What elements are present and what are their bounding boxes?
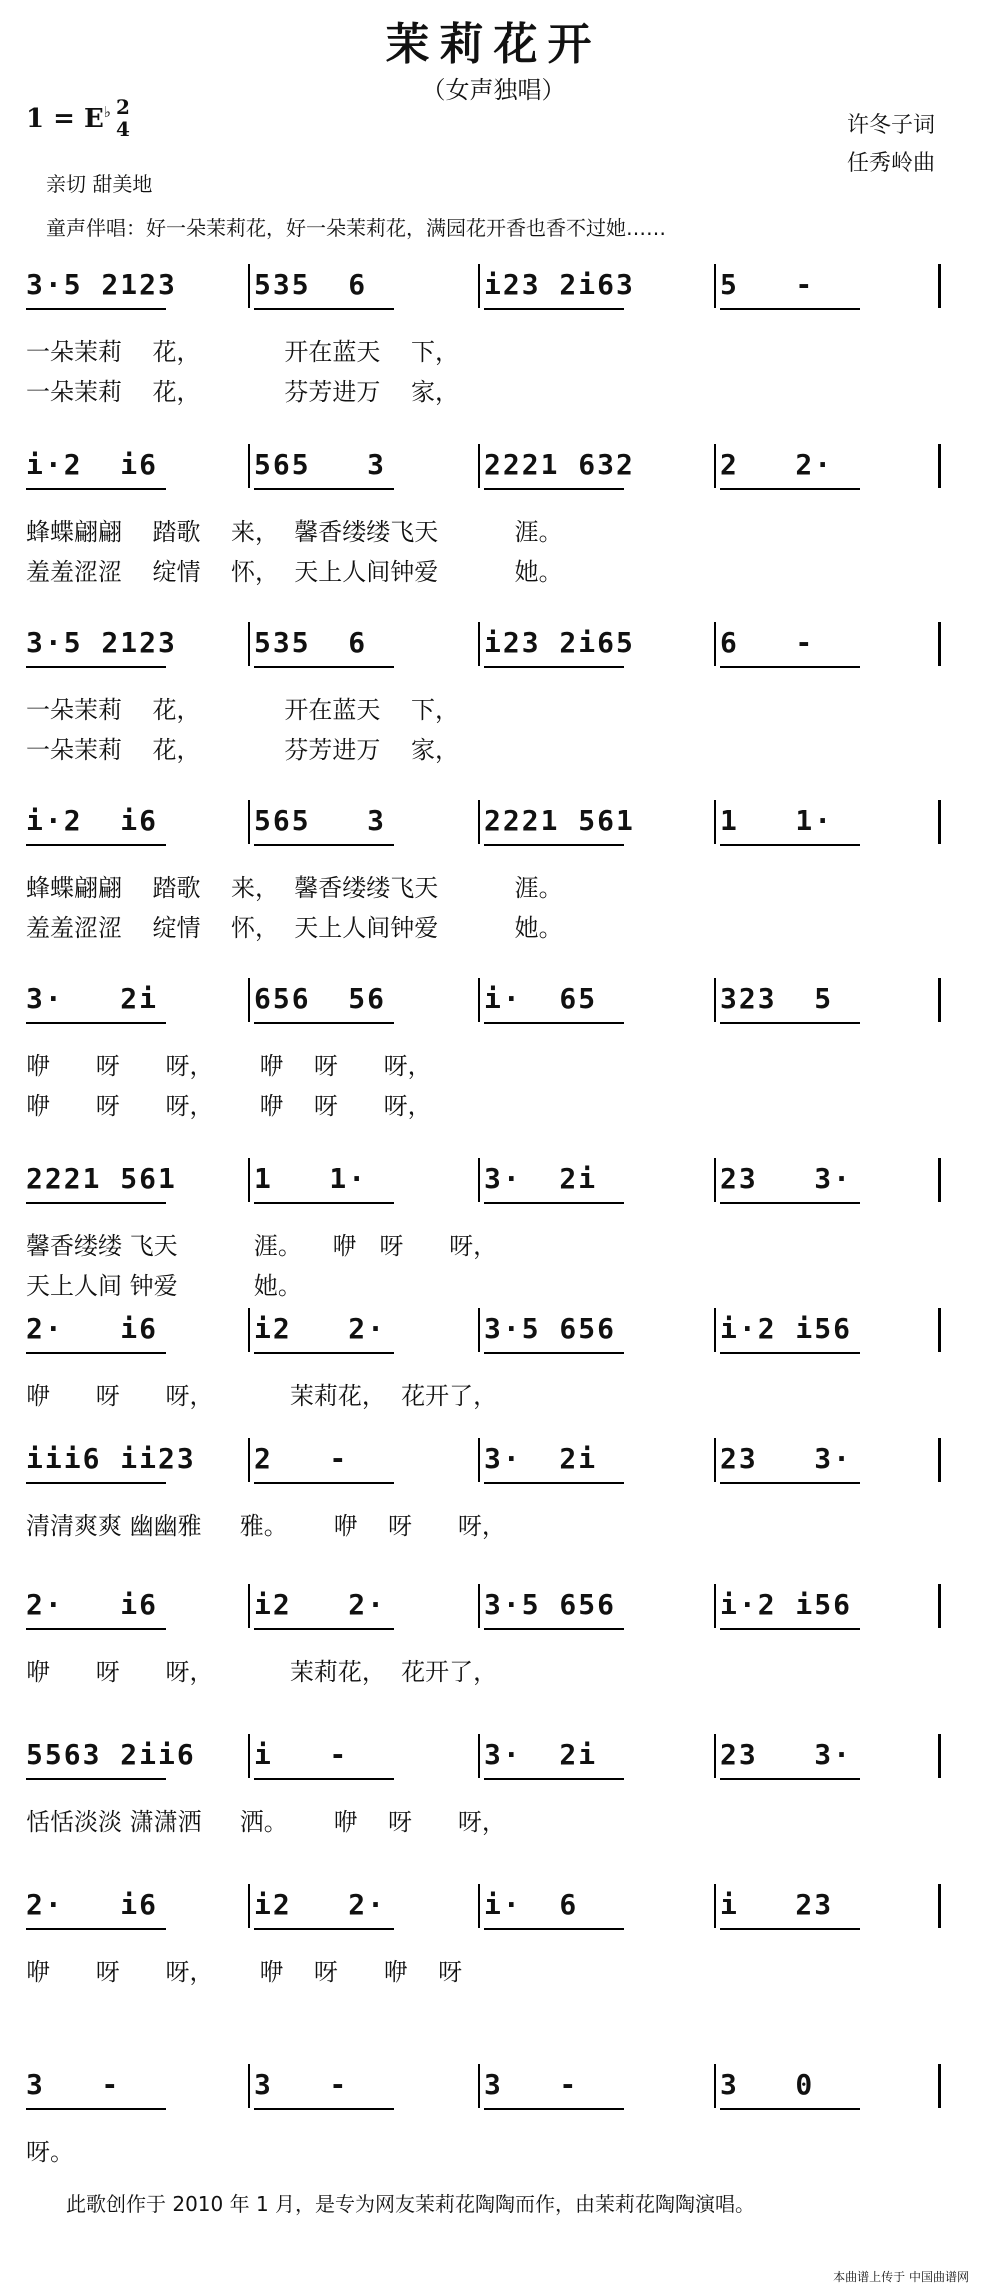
lyric-line: 馨香缕缕 飞天 涯。 咿 呀 呀， [26,1232,498,1260]
beam-underline [254,1202,394,1204]
score-system [0,796,987,956]
beam-underline [26,1482,166,1484]
bar-line [248,1884,250,1928]
lyric-line: 一朵茉莉 花， 芬芳进万 家， [26,736,459,764]
key-signature [26,104,111,134]
beam-underline [720,1022,860,1024]
measure: iii6 ii23 [26,1442,196,1475]
bar-line [478,1584,480,1628]
beam-underline [254,666,394,668]
bar-line [478,2064,480,2108]
source-credit: 本曲谱上传于 中国曲谱网 [833,2270,969,2284]
lyric-line: 一朵茉莉 花， 开在蓝天 下， [26,338,459,366]
beam-underline [720,488,860,490]
measure: 23 3· [720,1442,853,1475]
measure: 2· i6 [26,1312,159,1345]
measure: 535 6 [254,626,368,659]
beam-underline [254,1628,394,1630]
score-system [0,618,987,778]
bar-line [248,444,250,488]
beam-underline [254,1928,394,1930]
beam-underline [484,1352,624,1354]
beam-underline [26,1202,166,1204]
bar-line [714,1438,716,1482]
bar-line [714,1158,716,1202]
lyric-line: 蜂蝶翩翩 踏歌 来， 馨香缕缕飞天 涯。 [26,874,563,902]
measure: i·2 i56 [720,1312,853,1345]
bar-line [478,1158,480,1202]
beam-underline [26,1022,166,1024]
beam-underline [26,1928,166,1930]
beam-underline [26,488,166,490]
measure: 23 3· [720,1162,853,1195]
measure: i23 2i65 [484,626,635,659]
bar-line [714,622,716,666]
bar-line [938,1884,941,1928]
measure: i2 2· [254,1888,387,1921]
beam-underline [484,1778,624,1780]
measure: 2· i6 [26,1888,159,1921]
bar-line [938,1584,941,1628]
measure: 565 3 [254,804,387,837]
notes-row [26,1154,966,1204]
measure: 3·5 2123 [26,268,177,301]
lyric-line: 呀。 [26,2138,74,2166]
bar-line [248,1308,250,1352]
lyric-line: 咿 呀 呀， 茉莉花， 花开了， [26,1658,498,1686]
bar-line [714,2064,716,2108]
time-signature [116,96,130,140]
measure: 2· i6 [26,1588,159,1621]
beam-underline [484,1202,624,1204]
measure: 3 - [254,2068,349,2101]
bar-line [478,622,480,666]
bar-line [478,1734,480,1778]
measure: i 23 [720,1888,834,1921]
bar-line [478,264,480,308]
lyric-line: 一朵茉莉 花， 芬芳进万 家， [26,378,459,406]
beam-underline [720,1352,860,1354]
beam-underline [254,1778,394,1780]
measure: 3·5 656 [484,1312,617,1345]
measure: 2 - [254,1442,349,1475]
measure: 2221 632 [484,448,635,481]
beam-underline [254,488,394,490]
beam-underline [484,488,624,490]
beam-underline [720,666,860,668]
expression-mark: 亲切 甜美地 [46,172,153,196]
beam-underline [720,1482,860,1484]
beam-underline [254,1482,394,1484]
measure: 3· 2i [484,1738,598,1771]
notes-row [26,1730,966,1780]
measure: i· 65 [484,982,598,1015]
measure: 2221 561 [484,804,635,837]
beam-underline [254,1022,394,1024]
measure: 3 0 [720,2068,815,2101]
lyric-line: 咿 呀 呀， 茉莉花， 花开了， [26,1382,498,1410]
key-text: 1 = E [26,104,104,134]
beam-underline [484,844,624,846]
bar-line [248,1158,250,1202]
score-system [0,1880,987,2040]
beam-underline [26,844,166,846]
measure: 3· 2i [484,1162,598,1195]
bar-line [248,1584,250,1628]
score-system [0,1580,987,1740]
bar-line [938,1734,941,1778]
bar-line [938,622,941,666]
bar-line [248,264,250,308]
time-top: 2 [116,95,130,119]
lyric-line: 羞羞涩涩 绽情 怀， 天上人间钟爱 她。 [26,558,563,586]
beam-underline [484,1628,624,1630]
lyric-line: 恬恬淡淡 潇潇洒 洒。 咿 呀 呀， [26,1808,506,1836]
measure: 2 2· [720,448,834,481]
bar-line [938,800,941,844]
bar-line [478,978,480,1022]
footer-note: 此歌创作于 2010 年 1 月，是专为网友茉莉花陶陶而作，由茉莉花陶陶演唱。 [66,2192,756,2216]
beam-underline [484,1482,624,1484]
bar-line [714,1884,716,1928]
measure: 3· 2i [484,1442,598,1475]
notes-row [26,974,966,1024]
beam-underline [484,2108,624,2110]
bar-line [478,1438,480,1482]
measure: 5563 2ii6 [26,1738,196,1771]
beam-underline [484,1928,624,1930]
notes-row [26,2060,966,2110]
bar-line [938,1308,941,1352]
measure: 565 3 [254,448,387,481]
beam-underline [720,308,860,310]
bar-line [714,1734,716,1778]
beam-underline [26,666,166,668]
bar-line [938,2064,941,2108]
beam-underline [26,308,166,310]
bar-line [248,2064,250,2108]
measure: i2 2· [254,1312,387,1345]
beam-underline [254,844,394,846]
bar-line [248,978,250,1022]
bar-line [938,1158,941,1202]
measure: i·2 i6 [26,448,159,481]
beam-underline [26,1778,166,1780]
measure: i23 2i63 [484,268,635,301]
song-title: 茉莉花开 [385,19,602,70]
score-system [0,1730,987,1890]
bar-line [714,1584,716,1628]
beam-underline [484,666,624,668]
measure: i2 2· [254,1588,387,1621]
time-bottom: 4 [116,117,130,141]
measure: i·2 i56 [720,1588,853,1621]
bar-line [478,444,480,488]
measure: 23 3· [720,1738,853,1771]
measure: 3·5 656 [484,1588,617,1621]
measure: i· 6 [484,1888,579,1921]
bar-line [714,444,716,488]
bar-line [248,1734,250,1778]
notes-row [26,1580,966,1630]
notes-row [26,796,966,846]
bar-line [938,264,941,308]
notes-row [26,1880,966,1930]
measure: 3 - [26,2068,121,2101]
bar-line [714,1308,716,1352]
beam-underline [254,308,394,310]
bar-line [938,444,941,488]
bar-line [248,800,250,844]
beam-underline [254,2108,394,2110]
beam-underline [26,1352,166,1354]
measure: 5 - [720,268,815,301]
bar-line [938,1438,941,1482]
notes-row [26,1434,966,1484]
lyric-line: 咿 呀 呀， 咿 呀 呀， [26,1092,432,1120]
notes-row [26,440,966,490]
beam-underline [720,2108,860,2110]
lyric-line: 咿 呀 呀， 咿 呀 呀， [26,1052,432,1080]
measure: 2221 561 [26,1162,177,1195]
measure: 535 6 [254,268,368,301]
bar-line [714,978,716,1022]
measure: 3· 2i [26,982,159,1015]
score-system [0,440,987,600]
lyric-line: 羞羞涩涩 绽情 怀， 天上人间钟爱 她。 [26,914,563,942]
children-chorus-note: 童声伴唱：好一朵茉莉花，好一朵茉莉花，满园花开香也香不过她…… [46,216,666,240]
measure: 1 1· [254,1162,368,1195]
bar-line [714,800,716,844]
notes-row [26,618,966,668]
measure: 323 5 [720,982,834,1015]
measure: 6 - [720,626,815,659]
bar-line [938,978,941,1022]
beam-underline [720,1778,860,1780]
measure: 656 56 [254,982,387,1015]
lyric-line: 天上人间 钟爱 她。 [26,1272,302,1300]
measure: 3·5 2123 [26,626,177,659]
score-system [0,1434,987,1594]
lyricist: 许冬子词 [846,113,935,138]
score-system [0,974,987,1134]
measure: 3 - [484,2068,579,2101]
flat-sign: ♭ [103,103,111,121]
lyric-line: 清清爽爽 幽幽雅 雅。 咿 呀 呀， [26,1512,506,1540]
lyric-line: 蜂蝶翩翩 踏歌 来， 馨香缕缕飞天 涯。 [26,518,563,546]
beam-underline [720,1202,860,1204]
lyric-line: 咿 呀 呀， 咿 呀 咿 呀 [26,1958,463,1986]
notes-row [26,260,966,310]
composer: 任秀岭曲 [846,151,935,176]
measure: i - [254,1738,349,1771]
bar-line [478,1308,480,1352]
beam-underline [26,2108,166,2110]
bar-line [714,264,716,308]
song-subtitle: （女声独唱） [421,76,566,104]
beam-underline [484,308,624,310]
beam-underline [254,1352,394,1354]
score-system [0,260,987,420]
score-system [0,1154,987,1314]
measure: 1 1· [720,804,834,837]
bar-line [248,1438,250,1482]
beam-underline [484,1022,624,1024]
measure: i·2 i6 [26,804,159,837]
beam-underline [26,1628,166,1630]
bar-line [478,1884,480,1928]
bar-line [478,800,480,844]
lyric-line: 一朵茉莉 花， 开在蓝天 下， [26,696,459,724]
bar-line [248,622,250,666]
beam-underline [720,844,860,846]
beam-underline [720,1928,860,1930]
notes-row [26,1304,966,1354]
beam-underline [720,1628,860,1630]
